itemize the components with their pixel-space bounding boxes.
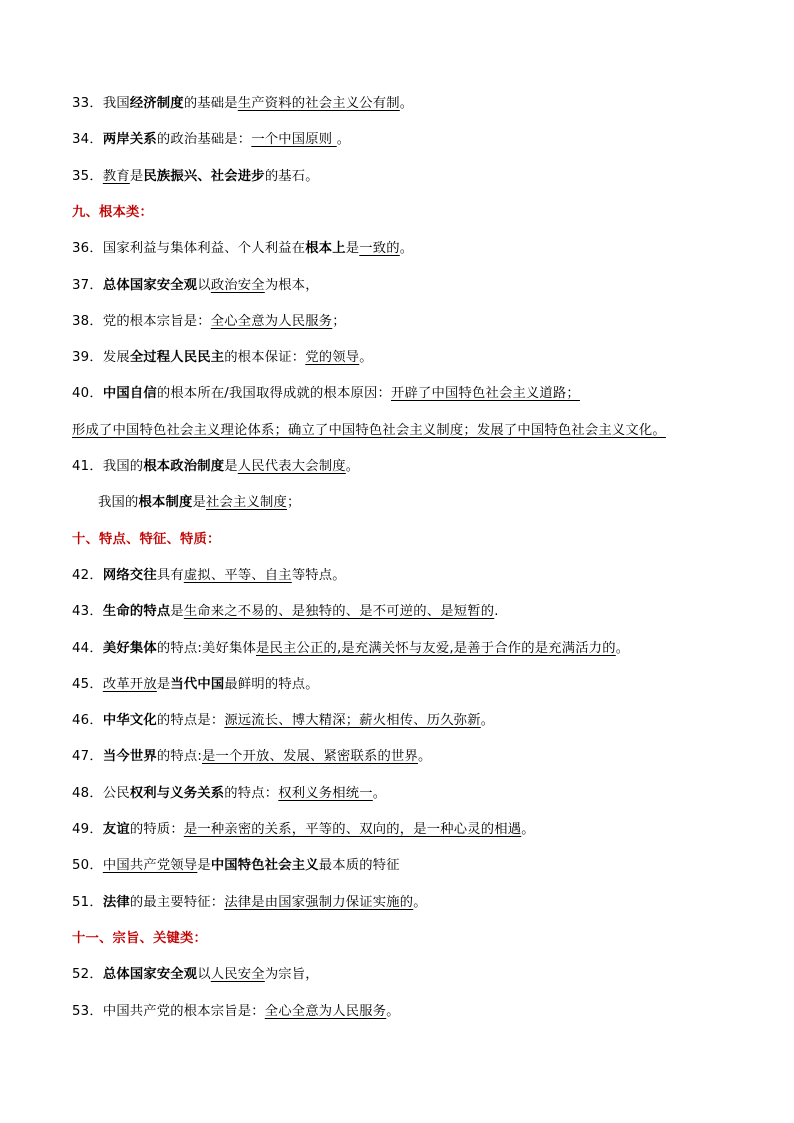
text-segment: 。 bbox=[359, 350, 373, 366]
underlined-text: 政治安全 bbox=[210, 277, 265, 293]
underlined-text: 人民代表大会制度 bbox=[237, 459, 346, 474]
text-segment: 的特质： bbox=[129, 822, 184, 837]
underlined-text: 权利义务相统一 bbox=[278, 785, 373, 801]
bold-text: 两岸关系 bbox=[102, 132, 157, 148]
text-line bbox=[72, 673, 754, 697]
text-segment: 的最主要特征： bbox=[129, 894, 225, 910]
text-segment: 。 bbox=[615, 640, 630, 656]
text-segment: 以 bbox=[197, 967, 211, 983]
text-segment: 。 bbox=[480, 713, 495, 729]
bold-text: 根本上 bbox=[305, 241, 346, 257]
text-segment: 的特点是： bbox=[156, 713, 225, 729]
text-segment: 是 bbox=[224, 459, 238, 474]
text-line bbox=[72, 165, 754, 189]
text-segment: 我国的 bbox=[98, 495, 139, 511]
bold-text: 中国特色社会主义 bbox=[210, 858, 319, 874]
bold-text: 总体国家安全观 bbox=[102, 277, 198, 293]
text-segment: 的基石。 bbox=[264, 168, 319, 184]
text-line bbox=[72, 274, 754, 298]
text-line bbox=[72, 310, 754, 334]
text-segment: 的基础是 bbox=[183, 96, 238, 111]
text-segment: 46． bbox=[72, 713, 103, 729]
text-segment: 36．国家利益与集体利益、个人利益在 bbox=[72, 241, 306, 257]
underlined-text: 法律是由国家强制力保证实施的 bbox=[224, 894, 414, 910]
text-segment: 41．我国的 bbox=[72, 459, 144, 474]
bold-text: 全过程人民民主 bbox=[129, 350, 225, 366]
text-segment: . bbox=[494, 604, 499, 620]
bold-text: 中华文化 bbox=[102, 713, 157, 729]
bold-text: 当今世界 bbox=[102, 749, 157, 765]
text-segment: 是 bbox=[129, 168, 144, 184]
text-line bbox=[72, 346, 754, 370]
text-segment: 35． bbox=[72, 168, 103, 184]
text-segment: 十一、宗旨、关键类： bbox=[72, 930, 207, 946]
text-segment: 的特点： bbox=[224, 785, 279, 801]
text-segment: 43． bbox=[72, 604, 103, 620]
text-segment: 51． bbox=[72, 894, 103, 910]
text-segment: 。 bbox=[336, 132, 351, 148]
bold-text: 法律 bbox=[102, 894, 130, 910]
text-segment: 最本质的特征 bbox=[318, 858, 400, 874]
text-segment: 53．中国共产党的根本宗旨是： bbox=[72, 1003, 265, 1019]
text-segment: 。 bbox=[413, 894, 427, 910]
text-segment: 是 bbox=[156, 676, 171, 692]
text-segment: 45． bbox=[72, 676, 103, 692]
text-segment: 。 bbox=[386, 1003, 400, 1019]
text-line bbox=[72, 237, 754, 261]
bold-text: 当代中国 bbox=[170, 676, 225, 692]
text-segment: 具有 bbox=[156, 567, 184, 583]
text-line bbox=[72, 382, 754, 406]
text-segment: 的特点:美好集体 bbox=[156, 640, 256, 656]
section-heading bbox=[72, 927, 754, 951]
text-segment: 是 bbox=[197, 858, 211, 874]
text-segment: 的政治基础是： bbox=[156, 132, 252, 148]
text-segment: 42． bbox=[72, 567, 103, 583]
text-segment: 38．党的根本宗旨是： bbox=[72, 313, 211, 329]
text-segment: 等特点。 bbox=[291, 567, 346, 583]
text-line bbox=[72, 891, 754, 915]
text-segment: 40． bbox=[72, 386, 103, 402]
text-segment: 为根本， bbox=[264, 277, 319, 293]
bold-text: 总体国家安全观 bbox=[102, 967, 198, 983]
underlined-text: 人民安全 bbox=[210, 967, 265, 983]
text-line bbox=[72, 455, 754, 479]
text-line bbox=[72, 637, 754, 661]
text-segment: 。 bbox=[417, 749, 432, 765]
underlined-text: 改革开放 bbox=[102, 676, 157, 692]
bold-text: 根本制度 bbox=[138, 495, 193, 511]
underlined-text: 虚拟、平等、自主 bbox=[183, 567, 292, 583]
text-segment: 最鲜明的特点。 bbox=[224, 676, 319, 692]
text-segment: 39．发展 bbox=[72, 350, 130, 366]
text-segment: 十、特点、特征、特质： bbox=[72, 531, 221, 547]
section-heading bbox=[72, 528, 754, 552]
text-line bbox=[72, 92, 754, 116]
text-segment: 九、根本类： bbox=[72, 204, 153, 220]
section-heading bbox=[72, 201, 754, 225]
text-segment: 48．公民 bbox=[72, 785, 130, 801]
bold-text: 根本政治制度 bbox=[143, 459, 225, 474]
text-segment: 以 bbox=[197, 277, 211, 293]
text-segment: 。 bbox=[521, 822, 535, 837]
text-line bbox=[72, 600, 754, 624]
text-line bbox=[72, 745, 754, 769]
text-segment: 是 bbox=[192, 495, 206, 511]
underlined-text: 全心全意为人民服务 bbox=[264, 1003, 387, 1019]
text-segment: 。 bbox=[372, 785, 387, 801]
text-segment: 的特点: bbox=[156, 749, 202, 765]
text-segment: ； bbox=[286, 495, 301, 511]
underlined-text: 教育 bbox=[102, 168, 130, 184]
text-segment: 。 bbox=[345, 459, 360, 474]
text-segment: 50． bbox=[72, 858, 103, 874]
text-segment: 是 bbox=[170, 604, 184, 620]
text-segment: 44． bbox=[72, 640, 103, 656]
text-segment: 49． bbox=[72, 822, 103, 837]
underlined-text: 源远流长、博大精深；薪火相传、历久弥新 bbox=[224, 713, 481, 729]
bold-text: 权利与义务关系 bbox=[129, 785, 225, 801]
text-segment: 是 bbox=[345, 241, 360, 257]
underlined-text: 一个中国原则 bbox=[251, 132, 337, 148]
text-line bbox=[72, 854, 754, 878]
underlined-text: 是民主公正的,是充满关怀与友爱,是善于合作的是充满活力的 bbox=[256, 640, 616, 656]
underlined-text: 形成了中国特色社会主义理论体系；确立了中国特色社会主义制度；发展了中国特色社会主义文化。 bbox=[72, 422, 666, 438]
bold-text: 生命的特点 bbox=[102, 604, 171, 620]
bold-text: 中国自信 bbox=[102, 386, 157, 402]
text-segment: 为宗旨， bbox=[264, 967, 319, 983]
text-line bbox=[72, 782, 754, 806]
text-line bbox=[72, 818, 754, 842]
text-line bbox=[72, 419, 754, 443]
bold-text: 网络交往 bbox=[102, 567, 157, 583]
text-line bbox=[72, 1000, 754, 1024]
text-segment: 34． bbox=[72, 132, 103, 148]
bold-text: 经济制度 bbox=[129, 96, 184, 111]
text-segment: 37． bbox=[72, 277, 103, 293]
text-line bbox=[98, 491, 754, 515]
text-line bbox=[72, 564, 754, 588]
text-segment: 的根本所在/我国取得成就的根本原因： bbox=[156, 386, 391, 402]
text-segment: 的根本保证： bbox=[224, 350, 306, 366]
underlined-text: 党的领导 bbox=[305, 350, 360, 366]
text-segment: 52． bbox=[72, 967, 103, 983]
underlined-text: 生产资料的社会主义公有制 bbox=[237, 96, 400, 111]
text-segment: 。 bbox=[399, 96, 414, 111]
underlined-text: 开辟了中国特色社会主义道路； bbox=[390, 386, 580, 402]
text-segment: 33．我国 bbox=[72, 96, 130, 111]
bold-text: 友谊 bbox=[102, 822, 130, 837]
underlined-text: 生命来之不易的、是独特的、是不可逆的、是短暂的 bbox=[183, 604, 495, 620]
bold-text: 民族振兴、社会进步 bbox=[143, 168, 265, 184]
underlined-text: 一致的 bbox=[359, 241, 400, 257]
text-segment: 。 bbox=[399, 241, 414, 257]
underlined-text: 社会主义制度 bbox=[206, 495, 287, 511]
text-line bbox=[72, 963, 754, 987]
text-line bbox=[72, 709, 754, 733]
underlined-text: 是一个开放、发展、紧密联系的世界 bbox=[202, 749, 418, 765]
text-segment: ； bbox=[332, 313, 346, 329]
underlined-text: 是一种亲密的关系，平等的、双向的，是一种心灵的相遇 bbox=[183, 822, 522, 837]
underlined-text: 全心全意为人民服务 bbox=[210, 313, 333, 329]
bold-text: 美好集体 bbox=[102, 640, 157, 656]
underlined-text: 中国共产党领导 bbox=[102, 858, 198, 874]
text-segment: 47． bbox=[72, 749, 103, 765]
text-line bbox=[72, 128, 754, 152]
